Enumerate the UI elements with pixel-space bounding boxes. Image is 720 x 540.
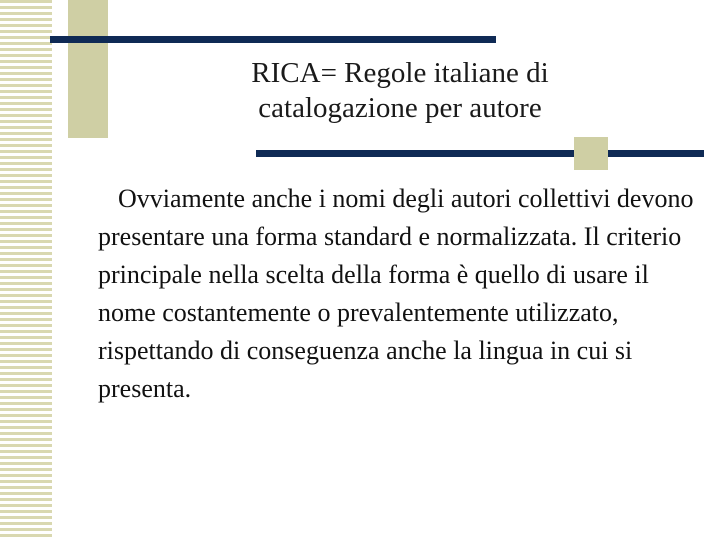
title-underline-decoration [256, 150, 704, 157]
slide-title [170, 56, 630, 126]
title-square-decoration [574, 137, 608, 170]
top-rule-decoration [50, 36, 496, 43]
slide-body-text: Ovviamente anche i nomi degli autori collettivi devono presentare una forma standard e normalizzata. Il criterio principale nella scelta della forma è quello di usare il nome costantemente o prevalentemente utilizzato, rispettando di conseguenza anche la lingua in cui si presenta. [98, 184, 694, 403]
left-stripe-decoration [0, 0, 52, 540]
slide-title-line-1: RICA= Regole italiane di [251, 57, 549, 89]
slide-title-line-2: catalogazione per autore [258, 92, 542, 124]
top-square-decoration [68, 0, 108, 138]
